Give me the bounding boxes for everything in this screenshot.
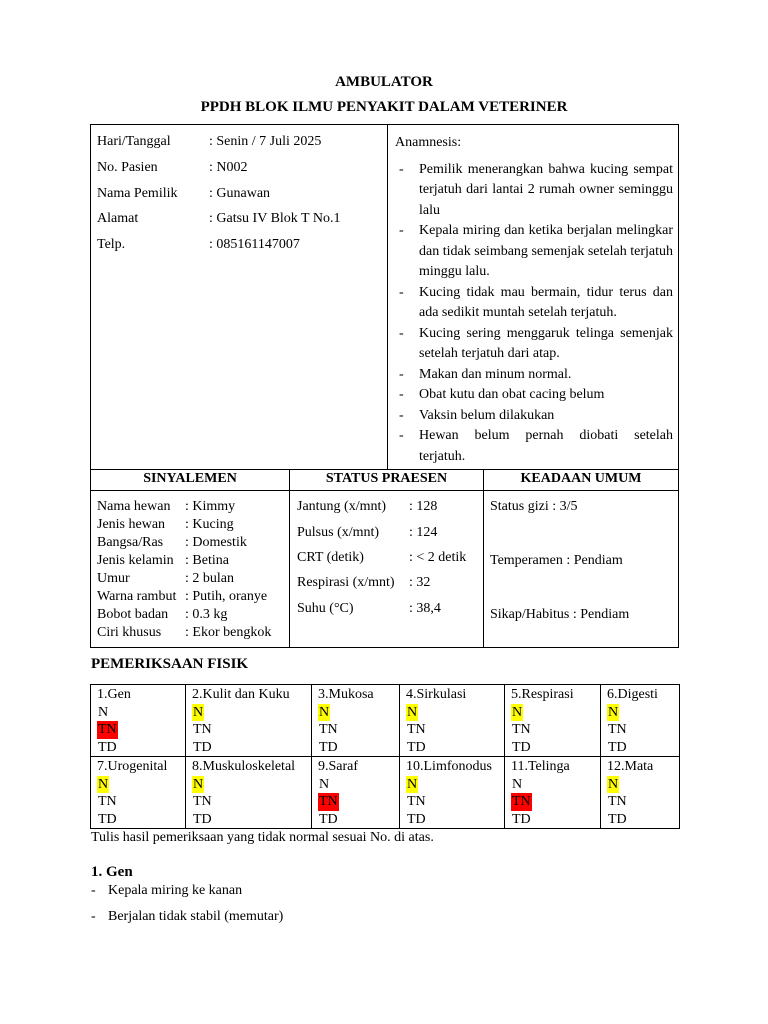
- exam-cell: [186, 757, 312, 829]
- exam-option-line: [192, 776, 311, 794]
- exam-option-line: [97, 739, 185, 757]
- exam-row: [91, 757, 680, 829]
- exam-cell: [186, 685, 312, 757]
- exam-option-n: N: [319, 776, 330, 792]
- exam-option-line: [607, 704, 679, 722]
- exam-option-line: [607, 739, 679, 757]
- exam-option-n: N: [193, 704, 204, 720]
- exam-cell-label: 3.Mukosa: [318, 687, 374, 702]
- exam-option-td: TD: [407, 811, 426, 827]
- exam-option-td: TD: [98, 739, 117, 755]
- exam-option-line: [318, 721, 399, 739]
- sinyalemen-box: [90, 469, 679, 648]
- anamnesis-item: - Kepala miring dan ketika berjalan melingkar dan tidak seimbang semenjak setelah terjatuh minggu lalu.: [395, 221, 673, 283]
- info-value: : Senin / 7 Juli 2025: [209, 134, 322, 149]
- exam-option-tn: TN: [98, 722, 117, 737]
- anamnesis-title: Anamnesis:: [395, 135, 462, 150]
- exam-option-tn: TN: [407, 722, 426, 737]
- info-value: : N002: [209, 160, 248, 175]
- exam-option-line: [406, 721, 504, 739]
- exam-option-line: [192, 739, 311, 757]
- anamnesis-item: - Vaksin belum dilakukan: [395, 406, 673, 427]
- exam-cell-label: 5.Respirasi: [511, 687, 574, 702]
- anamnesis-list: [395, 160, 673, 468]
- exam-option-n: N: [319, 704, 330, 720]
- exam-option-line: [607, 721, 679, 739]
- exam-option-line: [406, 776, 504, 794]
- exam-option-line: [318, 704, 399, 722]
- exam-option-line: [406, 793, 504, 811]
- exam-cell: [601, 757, 680, 829]
- section-title: PEMERIKSAAN FISIK: [91, 656, 249, 672]
- sinyalemen-value: : 0.3 kg: [185, 607, 228, 622]
- exam-option-line: [511, 811, 600, 829]
- exam-option-line: [511, 776, 600, 794]
- exam-cell: [505, 685, 601, 757]
- exam-option-line: [192, 811, 311, 829]
- sinyalemen-label: Bobot badan: [97, 607, 169, 622]
- exam-cell: [312, 757, 400, 829]
- exam-option-line: [192, 793, 311, 811]
- exam-cell-label: 12.Mata: [607, 759, 654, 774]
- exam-option-td: TD: [319, 811, 338, 827]
- exam-option-line: [97, 721, 185, 739]
- info-value: : 085161147007: [209, 237, 300, 252]
- patient-anamnesis-box: [90, 124, 679, 470]
- status-label: Suhu (°C): [297, 601, 354, 616]
- exam-cell: [400, 757, 505, 829]
- exam-cell-label: 1.Gen: [97, 687, 131, 702]
- anamnesis-item: - Kucing tidak mau bermain, tidur terus dan ada sedikit muntah setelah terjatuh.: [395, 283, 673, 324]
- exam-option-td: TD: [319, 739, 338, 755]
- exam-option-n: N: [98, 704, 109, 720]
- exam-row: [91, 685, 680, 757]
- sinyalemen-label: Jenis hewan: [97, 517, 166, 532]
- exam-option-line: [607, 793, 679, 811]
- exam-cell-label: 9.Saraf: [318, 759, 359, 774]
- document-subtitle: PPDH BLOK ILMU PENYAKIT DALAM VETERINER: [200, 99, 568, 115]
- sinyalemen-label: Nama hewan: [97, 499, 171, 514]
- anamnesis-section: [395, 133, 673, 467]
- info-value: : Gatsu IV Blok T No.1: [209, 211, 341, 226]
- exam-cell-label: 10.Limfonodus: [406, 759, 492, 774]
- exam-option-n: N: [98, 776, 109, 792]
- bullet-dash: -: [91, 909, 96, 924]
- findings-text: Kepala miring ke kanan: [108, 883, 243, 898]
- exam-option-line: [97, 704, 185, 722]
- exam-option-line: [406, 704, 504, 722]
- exam-option-tn: TN: [193, 794, 212, 809]
- exam-option-line: [192, 721, 311, 739]
- sinyalemen-value: : Betina: [185, 553, 229, 568]
- keadaan-umum-row: Status gizi : 3/5: [490, 499, 578, 514]
- exam-cell-label: 4.Sirkulasi: [406, 687, 467, 702]
- status-value: : 128: [409, 499, 438, 514]
- exam-cell: [91, 757, 186, 829]
- status-value: : 124: [409, 525, 438, 540]
- exam-note: Tulis hasil pemeriksaan yang tidak normal sesuai No. di atas.: [91, 830, 434, 845]
- keadaan-umum-row: Temperamen : Pendiam: [490, 553, 623, 568]
- exam-option-line: [607, 776, 679, 794]
- sinyalemen-value: : Kucing: [185, 517, 234, 532]
- exam-option-line: [318, 739, 399, 757]
- exam-option-n: N: [608, 704, 619, 720]
- keadaan-umum-row: Sikap/Habitus : Pendiam: [490, 607, 630, 622]
- exam-option-line: [318, 776, 399, 794]
- sinyalemen-label: Ciri khusus: [97, 625, 162, 640]
- exam-cell: [312, 685, 400, 757]
- sinyalemen-label: Bangsa/Ras: [97, 535, 164, 550]
- exam-option-line: [97, 793, 185, 811]
- anamnesis-item: - Pemilik menerangkan bahwa kucing sempat terjatuh dari lantai 2 rumah owner seminggu lalu: [395, 160, 673, 222]
- header-divider: [91, 490, 678, 491]
- exam-option-line: [511, 739, 600, 757]
- exam-cell: [400, 685, 505, 757]
- exam-option-line: [318, 793, 399, 811]
- exam-cell-label: 2.Kulit dan Kuku: [192, 687, 290, 702]
- exam-option-line: [318, 811, 399, 829]
- exam-option-n: N: [512, 704, 523, 720]
- exam-option-line: [406, 811, 504, 829]
- exam-option-line: [97, 776, 185, 794]
- exam-option-tn: TN: [193, 722, 212, 737]
- exam-option-tn: TN: [319, 722, 338, 737]
- exam-option-line: [406, 739, 504, 757]
- exam-cell: [91, 685, 186, 757]
- exam-option-tn: TN: [512, 794, 531, 809]
- exam-option-n: N: [407, 704, 418, 720]
- exam-option-line: [511, 704, 600, 722]
- physical-exam-grid: [90, 684, 680, 829]
- keadaan-umum-header: KEADAAN UMUM: [520, 471, 642, 486]
- exam-option-td: TD: [608, 739, 627, 755]
- box-divider: [387, 125, 388, 469]
- exam-option-td: TD: [98, 811, 117, 827]
- info-label: No. Pasien: [97, 160, 158, 175]
- exam-cell: [601, 685, 680, 757]
- column-divider: [289, 470, 290, 647]
- anamnesis-item: - Hewan belum pernah diobati setelah terjatuh.: [395, 426, 673, 467]
- anamnesis-item: - Kucing sering menggaruk telinga semenjak setelah terjatuh dari atap.: [395, 324, 673, 365]
- bullet-dash: -: [91, 883, 96, 898]
- exam-option-tn: TN: [407, 794, 426, 809]
- exam-option-n: N: [407, 776, 418, 792]
- exam-option-n: N: [512, 776, 523, 792]
- exam-cell: [505, 757, 601, 829]
- sinyalemen-value: : Putih, oranye: [185, 589, 268, 604]
- exam-option-td: TD: [512, 811, 531, 827]
- status-praesen-header: STATUS PRAESEN: [325, 471, 448, 486]
- sinyalemen-value: : Ekor bengkok: [185, 625, 272, 640]
- sinyalemen-value: : Domestik: [185, 535, 247, 550]
- exam-option-tn: TN: [319, 794, 338, 809]
- exam-option-line: [511, 793, 600, 811]
- exam-cell-label: 8.Muskuloskeletal: [192, 759, 296, 774]
- status-label: Jantung (x/mnt): [297, 499, 387, 514]
- status-label: Respirasi (x/mnt): [297, 575, 395, 590]
- column-divider: [483, 470, 484, 647]
- exam-option-tn: TN: [98, 794, 117, 809]
- sinyalemen-label: Warna rambut: [97, 589, 177, 604]
- exam-option-td: TD: [512, 739, 531, 755]
- exam-option-line: [607, 811, 679, 829]
- exam-option-td: TD: [608, 811, 627, 827]
- info-label: Telp.: [97, 237, 126, 252]
- status-label: Pulsus (x/mnt): [297, 525, 380, 540]
- sinyalemen-label: Umur: [97, 571, 130, 586]
- findings-title: 1. Gen: [91, 864, 133, 880]
- exam-option-line: [192, 704, 311, 722]
- status-label: CRT (detik): [297, 550, 364, 565]
- sinyalemen-value: : Kimmy: [185, 499, 236, 514]
- document-title: AMBULATOR: [335, 74, 433, 90]
- exam-option-n: N: [608, 776, 619, 792]
- exam-option-tn: TN: [512, 722, 531, 737]
- exam-option-td: TD: [407, 739, 426, 755]
- info-label: Hari/Tanggal: [97, 134, 171, 149]
- exam-cell-label: 6.Digesti: [607, 687, 658, 702]
- status-value: : < 2 detik: [409, 550, 467, 565]
- exam-option-line: [97, 811, 185, 829]
- info-label: Nama Pemilik: [97, 186, 178, 201]
- exam-option-td: TD: [193, 739, 212, 755]
- anamnesis-item: - Makan dan minum normal.: [395, 365, 673, 386]
- status-value: : 32: [409, 575, 431, 590]
- findings-text: Berjalan tidak stabil (memutar): [108, 909, 284, 924]
- sinyalemen-value: : 2 bulan: [185, 571, 234, 586]
- info-value: : Gunawan: [209, 186, 271, 201]
- exam-option-tn: TN: [608, 794, 627, 809]
- exam-option-line: [511, 721, 600, 739]
- sinyalemen-label: Jenis kelamin: [97, 553, 174, 568]
- info-label: Alamat: [97, 211, 139, 226]
- exam-option-td: TD: [193, 811, 212, 827]
- exam-option-n: N: [193, 776, 204, 792]
- status-value: : 38,4: [409, 601, 441, 616]
- anamnesis-item: - Obat kutu dan obat cacing belum: [395, 385, 673, 406]
- exam-cell-label: 11.Telinga: [511, 759, 570, 774]
- exam-option-tn: TN: [608, 722, 627, 737]
- sinyalemen-header: SINYALEMEN: [143, 471, 237, 486]
- exam-cell-label: 7.Urogenital: [97, 759, 168, 774]
